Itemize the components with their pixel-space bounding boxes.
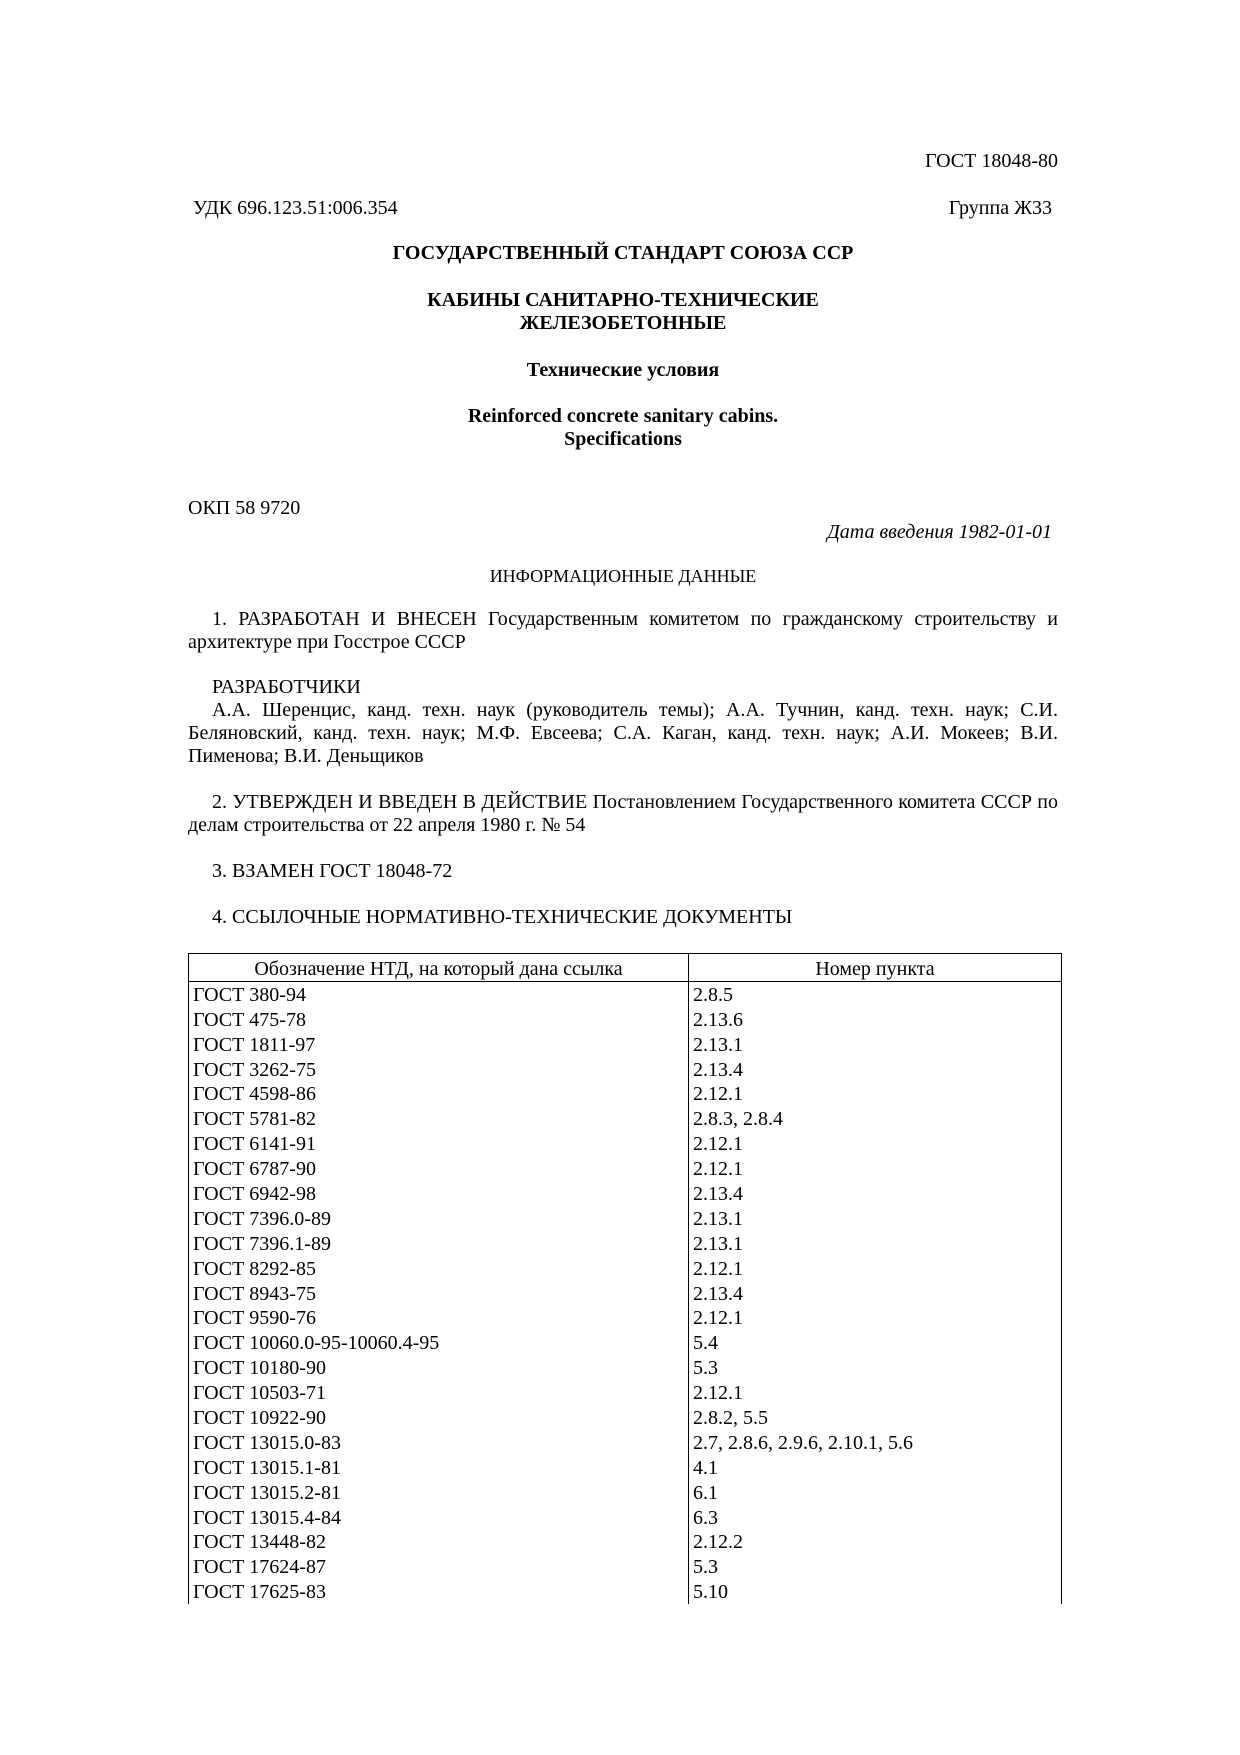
clause-number-cell: 2.13.4 [689,1057,1062,1082]
document-designation-cell: ГОСТ 6787-90 [189,1156,689,1181]
info-heading: ИНФОРМАЦИОННЫЕ ДАННЫЕ [489,566,757,586]
group-code: Группа Ж33 [948,197,1052,219]
clause-number-cell: 2.8.3, 2.8.4 [689,1106,1062,1131]
document-designation-cell: ГОСТ 10922-90 [189,1405,689,1430]
clause-number-cell: 2.7, 2.8.6, 2.9.6, 2.10.1, 5.6 [689,1430,1062,1455]
document-designation-cell: ГОСТ 10060.0-95-10060.4-95 [189,1330,689,1355]
document-designation-cell: ГОСТ 13015.0-83 [189,1430,689,1455]
document-designation-cell: ГОСТ 17624-87 [189,1554,689,1579]
document-designation-cell: ГОСТ 6942-98 [189,1181,689,1206]
table-row [189,1330,1062,1355]
clause-number-cell: 2.13.1 [689,1231,1062,1256]
document-designation-cell: ГОСТ 13448-82 [189,1530,689,1555]
table-row [189,1505,1062,1530]
table-row [189,1380,1062,1405]
clause-number-cell: 6.1 [689,1480,1062,1505]
clause-number-cell: 2.12.1 [689,1380,1062,1405]
clause-number-cell: 2.8.2, 5.5 [689,1405,1062,1430]
document-designation-cell: ГОСТ 5781-82 [189,1106,689,1131]
document-designation-cell: ГОСТ 7396.0-89 [189,1206,689,1231]
table-row [189,1057,1062,1082]
table-row [189,982,1062,1007]
table-row [189,1455,1062,1480]
table-row [189,1181,1062,1206]
table-row [189,1082,1062,1107]
document-designation-cell: ГОСТ 475-78 [189,1007,689,1032]
document-designation-cell: ГОСТ 9590-76 [189,1306,689,1331]
table-row [189,1156,1062,1181]
clause-number-cell: 2.12.1 [689,1256,1062,1281]
table-row [189,1281,1062,1306]
table-row [189,1007,1062,1032]
table-row [189,1355,1062,1380]
table-row [189,1530,1062,1555]
document-designation-cell: ГОСТ 3262-75 [189,1057,689,1082]
clause-number-cell: 2.12.1 [689,1131,1062,1156]
document-designation-cell: ГОСТ 10503-71 [189,1380,689,1405]
table-row [189,1256,1062,1281]
product-title-line-1: КАБИНЫ САНИТАРНО-ТЕХНИЧЕСКИЕ [427,289,819,311]
document-designation-cell: ГОСТ 10180-90 [189,1355,689,1380]
document-designation-cell: ГОСТ 8292-85 [189,1256,689,1281]
clause-number-cell: 2.12.1 [689,1306,1062,1331]
document-designation-cell: ГОСТ 7396.1-89 [189,1231,689,1256]
clause-number-cell: 5.10 [689,1579,1062,1604]
table-row [189,1032,1062,1057]
clause-number-cell: 6.3 [689,1505,1062,1530]
table-row [189,1231,1062,1256]
clause-number-cell: 2.13.1 [689,1032,1062,1057]
standard-title: ГОСУДАРСТВЕННЫЙ СТАНДАРТ СОЮЗА ССР [392,242,854,264]
udk-code: УДК 696.123.51:006.354 [193,197,398,219]
english-title [188,405,1058,451]
document-designation-cell: ГОСТ 8943-75 [189,1281,689,1306]
document-designation-cell: ГОСТ 380-94 [189,982,689,1007]
document-designation-cell: ГОСТ 13015.1-81 [189,1455,689,1480]
info-item-replaces: 3. ВЗАМЕН ГОСТ 18048-72 [212,860,453,882]
clause-number-cell: 2.8.5 [689,982,1062,1007]
clause-number-cell: 5.4 [689,1330,1062,1355]
clause-number-cell: 2.13.1 [689,1206,1062,1231]
clause-number-cell: 5.3 [689,1355,1062,1380]
clause-number-cell: 2.13.6 [689,1007,1062,1032]
gost-code: ГОСТ 18048-80 [925,150,1058,172]
intro-date: Дата введения 1982-01-01 [827,521,1052,543]
english-title-line-1: Reinforced concrete sanitary cabins. [467,405,779,427]
column-header-document: Обозначение НТД, на который дана ссылка [189,954,689,982]
clause-number-cell: 2.12.1 [689,1082,1062,1107]
info-item-approved: 2. УТВЕРЖДЕН И ВВЕДЕН В ДЕЙСТВИЕ Постановлением Государственного комитета СССР по делам строительства от 22 апреля 1980 г. № 54 [188,791,1058,836]
clause-number-cell: 2.12.1 [689,1156,1062,1181]
reference-documents-table [188,953,1062,1604]
clause-number-cell: 5.3 [689,1554,1062,1579]
table-header-row [189,954,1062,982]
clause-number-cell: 4.1 [689,1455,1062,1480]
developers-list: А.А. Шеренцис, канд. техн. наук (руководитель темы); А.А. Тучнин, канд. техн. наук; С.И. Беляновский, канд. техн. наук; М.Ф. Евсеева; С.А. Каган, канд. техн. наук; А.И. Мокеев; В.И. Пименова; В.И. Деньщиков [188,699,1058,767]
column-header-clause: Номер пункта [689,954,1062,982]
table-row [189,1405,1062,1430]
table-row [189,1131,1062,1156]
document-designation-cell: ГОСТ 4598-86 [189,1082,689,1107]
okp-code: ОКП 58 9720 [188,497,301,519]
info-item-developed: 1. РАЗРАБОТАН И ВНЕСЕН Государственным комитетом по гражданскому строительству и архитектуре при Госстрое СССР [188,608,1058,653]
document-designation-cell: ГОСТ 13015.2-81 [189,1480,689,1505]
tech-conditions-title: Технические условия [526,359,720,381]
table-row [189,1306,1062,1331]
table-row [189,1206,1062,1231]
document-designation-cell: ГОСТ 13015.4-84 [189,1505,689,1530]
clause-number-cell: 2.13.4 [689,1281,1062,1306]
clause-number-cell: 2.13.4 [689,1181,1062,1206]
product-title [188,289,1058,335]
table-body [189,982,1062,1605]
info-item-references: 4. ССЫЛОЧНЫЕ НОРМАТИВНО-ТЕХНИЧЕСКИЕ ДОКУМЕНТЫ [212,906,793,928]
table-row [189,1106,1062,1131]
table-row [189,1579,1062,1604]
document-designation-cell: ГОСТ 17625-83 [189,1579,689,1604]
table-row [189,1554,1062,1579]
developers-heading: РАЗРАБОТЧИКИ [212,676,361,698]
product-title-line-2: ЖЕЛЕЗОБЕТОННЫЕ [519,312,727,334]
table-row [189,1430,1062,1455]
document-designation-cell: ГОСТ 1811-97 [189,1032,689,1057]
document-designation-cell: ГОСТ 6141-91 [189,1131,689,1156]
english-title-line-2: Specifications [564,428,682,450]
table-row [189,1480,1062,1505]
clause-number-cell: 2.12.2 [689,1530,1062,1555]
